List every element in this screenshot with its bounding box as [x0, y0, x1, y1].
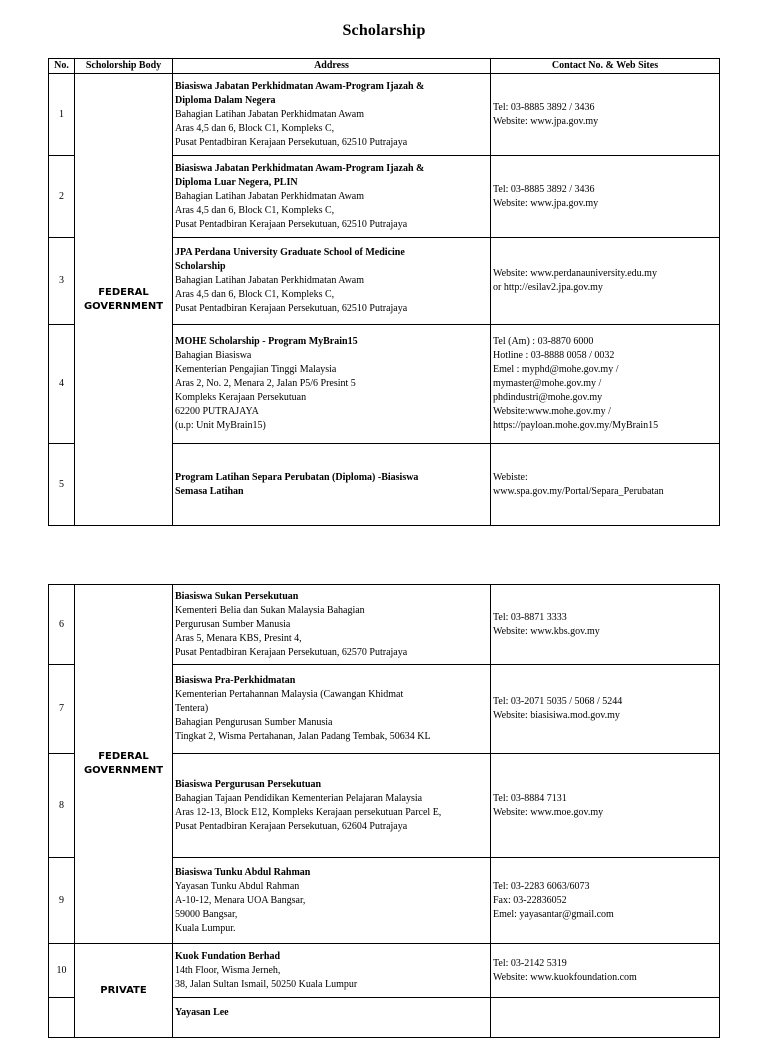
contact-line: phdindustri@mohe.gov.my	[493, 392, 603, 403]
address-line: Bahagian Pengurusan Sumber Manusia	[175, 717, 333, 728]
address-cell	[173, 325, 491, 444]
scholarship-name: Biasiswa Pergurusan Persekutuan	[175, 778, 322, 790]
address-line: (u.p: Unit MyBrain15)	[175, 420, 266, 431]
table-row	[49, 74, 720, 156]
contact-cell	[491, 156, 720, 238]
contact-line: Tel: 03-8885 3892 / 3436	[493, 183, 595, 195]
contact-cell	[491, 585, 720, 665]
scholarship-table-2	[48, 584, 720, 1038]
table-header-row	[49, 59, 720, 74]
address-cell	[173, 665, 491, 754]
address-cell	[173, 944, 491, 998]
row-number: 7	[49, 665, 75, 754]
body-label-line: FEDERAL	[98, 751, 149, 762]
contact-line: Emel : myphd@mohe.gov.my /	[493, 364, 619, 375]
table-row	[49, 585, 720, 665]
contact-cell	[491, 444, 720, 526]
scholarship-name: Biasiswa Sukan Persekutuan	[175, 590, 299, 602]
row-number: 1	[49, 74, 75, 156]
address-cell	[173, 858, 491, 944]
address-line: Pusat Pentadbiran Kerajaan Persekutuan, 62510 Putrajaya	[175, 218, 408, 230]
address-line: 38, Jalan Sultan Ismail, 50250 Kuala Lumpur	[175, 978, 358, 990]
body-label-line: GOVERNMENT	[83, 765, 164, 776]
contact-line: Tel: 03-8884 7131	[493, 792, 567, 804]
body-label-line: GOVERNMENT	[83, 300, 164, 312]
contact-cell	[491, 998, 720, 1038]
header-address: Address	[173, 59, 491, 74]
table-row	[49, 944, 720, 998]
page-title: Scholarship	[342, 22, 426, 39]
contact-line: Tel: 03-2071 5035 / 5068 / 5244	[493, 696, 623, 707]
scholarship-name: Diploma Luar Negera, PLIN	[175, 176, 298, 188]
address-line: Yayasan Tunku Abdul Rahman	[175, 880, 300, 892]
address-line: Aras 4,5 dan 6, Block C1, Kompleks C,	[175, 204, 335, 216]
address-line: Bahagian Latihan Jabatan Perkhidmatan Awam	[175, 108, 365, 120]
row-number: 9	[49, 858, 75, 944]
address-line: Bahagian Latihan Jabatan Perkhidmatan Awam	[175, 275, 365, 286]
body-label-line: FEDERAL	[98, 286, 149, 298]
address-line: Kementerian Pengajian Tinggi Malaysia	[175, 364, 337, 375]
address-line: Kementeri Belia dan Sukan Malaysia Bahagian	[175, 604, 365, 616]
contact-line: Tel: 03-8871 3333	[493, 611, 567, 623]
contact-line: Hotline : 03-8888 0058 / 0032	[493, 350, 615, 361]
contact-line: https://payloan.mohe.gov.my/MyBrain15	[493, 420, 659, 431]
row-number: 2	[49, 156, 75, 238]
scholarship-name: MOHE Scholarship - Program MyBrain15	[175, 336, 358, 347]
scholarship-table-1	[48, 58, 720, 526]
row-number: 10	[49, 944, 75, 998]
contact-line: Tel: 03-2283 6063/6073	[493, 880, 590, 892]
scholarship-body-private	[75, 944, 173, 1038]
address-line: Bahagian Tajaan Pendidikan Kementerian Pelajaran Malaysia	[175, 792, 423, 804]
contact-line: Website: biasisiwa.mod.gov.my	[493, 710, 620, 721]
address-line: Aras 5, Menara KBS, Presint 4,	[175, 632, 302, 644]
contact-line: Website: www.jpa.gov.my	[493, 115, 599, 127]
contact-line: Tel: 03-8885 3892 / 3436	[493, 101, 595, 113]
contact-line: Website: www.perdanauniversity.edu.my	[493, 268, 657, 279]
scholarship-body-federal	[75, 585, 173, 944]
address-line: 59000 Bangsar,	[175, 908, 238, 920]
row-number: 5	[49, 444, 75, 526]
scholarship-name: Program Latihan Separa Perubatan (Diploma) -Biasiswa	[175, 471, 419, 483]
contact-line: www.spa.gov.my/Portal/Separa_Perubatan	[493, 485, 664, 497]
address-cell	[173, 754, 491, 858]
address-cell	[173, 998, 491, 1038]
address-cell	[173, 156, 491, 238]
scholarship-name: Diploma Dalam Negera	[175, 94, 276, 106]
address-cell	[173, 585, 491, 665]
scholarship-name: JPA Perdana University Graduate School of Medicine	[175, 247, 405, 258]
address-line: Aras 2, No. 2, Menara 2, Jalan P5/6 Presint 5	[175, 378, 356, 389]
body-label-line: PRIVATE	[100, 984, 147, 996]
header-no: No.	[49, 59, 75, 74]
contact-line: Tel (Am) : 03-8870 6000	[493, 336, 594, 347]
address-line: Pusat Pentadbiran Kerajaan Persekutuan, 62510 Putrajaya	[175, 136, 408, 148]
contact-cell	[491, 665, 720, 754]
contact-cell	[491, 754, 720, 858]
address-line: Pusat Pentadbiran Kerajaan Persekutuan, 62510 Putrajaya	[175, 303, 408, 314]
row-number	[49, 998, 75, 1038]
address-line: Pusat Pentadbiran Kerajaan Persekutuan, 62604 Putrajaya	[175, 820, 408, 832]
scholarship-name: Semasa Latihan	[175, 485, 244, 497]
address-line: A-10-12, Menara UOA Bangsar,	[175, 894, 306, 906]
contact-line: Website:www.mohe.gov.my /	[493, 406, 611, 417]
contact-cell	[491, 74, 720, 156]
row-number: 8	[49, 754, 75, 858]
address-line: Aras 4,5 dan 6, Block C1, Kompleks C,	[175, 122, 335, 134]
address-line: 14th Floor, Wisma Jerneh,	[175, 964, 281, 976]
address-line: Tingkat 2, Wisma Pertahanan, Jalan Padang Tembak, 50634 KL	[175, 731, 431, 742]
contact-cell	[491, 944, 720, 998]
scholarship-name: Biasiswa Jabatan Perkhidmatan Awam-Program Ijazah &	[175, 162, 425, 174]
contact-line: Website: www.moe.gov.my	[493, 806, 604, 818]
scholarship-name: Scholarship	[175, 261, 226, 272]
address-line: Pusat Pentadbiran Kerajaan Persekutuan, 62570 Putrajaya	[175, 646, 408, 658]
contact-cell	[491, 325, 720, 444]
scholarship-name: Biasiswa Pra-Perkhidmatan	[175, 675, 296, 686]
address-line: Kompleks Kerajaan Persekutuan	[175, 392, 307, 403]
address-line: 62200 PUTRAJAYA	[175, 406, 259, 417]
address-line: Bahagian Biasiswa	[175, 350, 252, 361]
scholarship-name: Biasiswa Jabatan Perkhidmatan Awam-Program Ijazah &	[175, 80, 425, 92]
address-line: Bahagian Latihan Jabatan Perkhidmatan Awam	[175, 190, 365, 202]
contact-line: Tel: 03-2142 5319	[493, 957, 567, 969]
header-contact: Contact No. & Web Sites	[491, 59, 720, 74]
address-line: Pergurusan Sumber Manusia	[175, 618, 291, 630]
address-line: Kuala Lumpur.	[175, 922, 236, 934]
address-line: Aras 4,5 dan 6, Block C1, Kompleks C,	[175, 289, 335, 300]
contact-line: Fax: 03-22836052	[493, 894, 567, 906]
contact-cell	[491, 238, 720, 325]
address-cell	[173, 444, 491, 526]
scholarship-name: Yayasan Lee	[175, 1007, 229, 1018]
contact-cell	[491, 858, 720, 944]
scholarship-name: Kuok Fundation Berhad	[175, 950, 281, 962]
row-number: 4	[49, 325, 75, 444]
contact-line: Website: www.kbs.gov.my	[493, 625, 600, 637]
row-number: 6	[49, 585, 75, 665]
scholarship-name: Biasiswa Tunku Abdul Rahman	[175, 866, 311, 878]
row-number: 3	[49, 238, 75, 325]
address-cell	[173, 74, 491, 156]
contact-line: Website: www.jpa.gov.my	[493, 197, 599, 209]
contact-line: Emel: yayasantar@gmail.com	[493, 908, 614, 920]
scholarship-body-federal	[75, 74, 173, 526]
address-line: Kementerian Pertahannan Malaysia (Cawangan Khidmat	[175, 689, 404, 700]
contact-line: mymaster@mohe.gov.my /	[493, 378, 602, 389]
address-line: Aras 12-13, Block E12, Kompleks Kerajaan persekutuan Parcel E,	[175, 806, 442, 818]
address-line: Tentera)	[175, 703, 209, 714]
address-cell	[173, 238, 491, 325]
contact-line: or http://esilav2.jpa.gov.my	[493, 282, 603, 293]
contact-line: Website: www.kuokfoundation.com	[493, 971, 637, 983]
contact-line: Webiste:	[493, 471, 528, 483]
header-scholarship-body: Scholorship Body	[75, 59, 173, 74]
